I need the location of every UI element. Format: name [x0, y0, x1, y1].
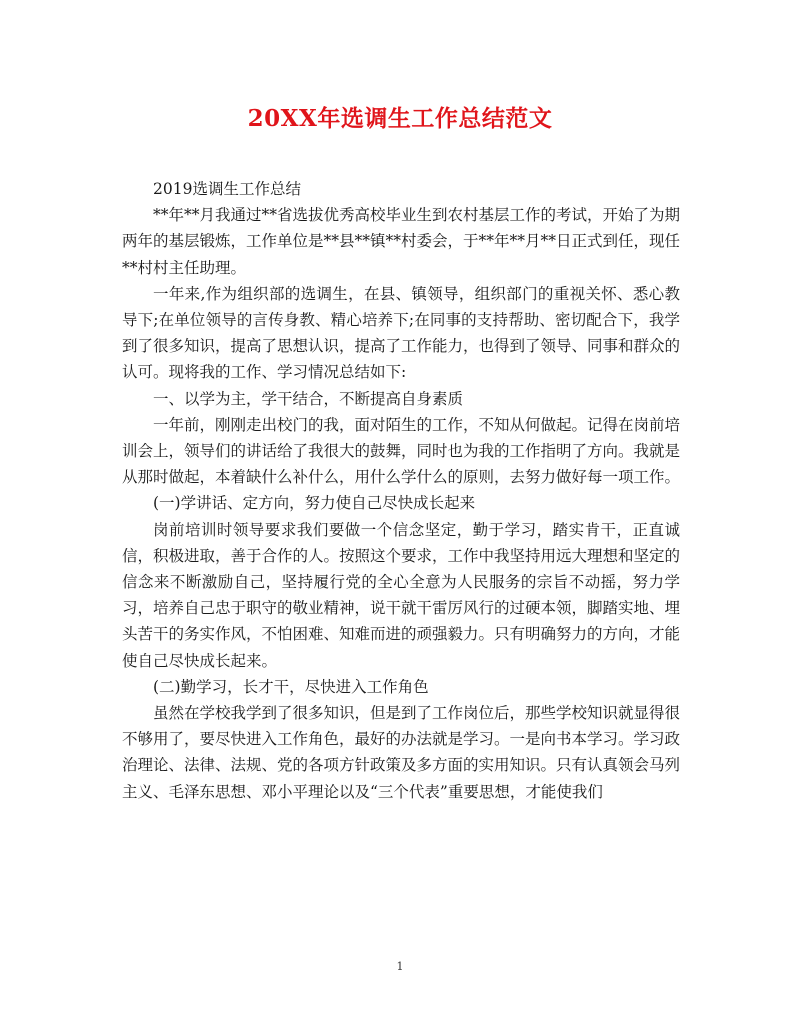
paragraph-subsection-1: 岗前培训时领导要求我们要做一个信念坚定，勤于学习，踏实肯干，正直诚信，积极进取，善于合作的人。按照这个要求，工作中我坚持用远大理想和坚定的信念来不断激励自己，坚持履行党的全心全意为人民服务的宗旨不动摇，努力学习，培养自己忠于职守的敬业精神，说干就干雷厉风行的过硬本领，脚踏实地、埋头苦干的务实作风，不怕困难、知难而进的顽强毅力。只有明确努力的方向，才能使自己尽快成长起来。 [122, 520, 681, 670]
paragraph-intro: **年**月我通过**省选拔优秀高校毕业生到农村基层工作的考试，开始了为期两年的基层锻炼，工作单位是**县**镇**村委会，于**年**月**日正式到任，现任**村村主任助理。 [122, 206, 681, 277]
paragraph-overview: 一年来,作为组织部的选调生，在县、镇领导，组织部门的重视关怀、悉心教导下;在单位领导的言传身教、精心培养下;在同事的支持帮助、密切配合下，我学到了很多知识，提高了思想认识，提高了工作能力，也得到了领导、同事和群众的认可。现将我的工作、学习情况总结如下: [122, 284, 681, 382]
page-number: 1 [396, 960, 404, 973]
paragraph-section-1: 一年前，刚刚走出校门的我，面对陌生的工作，不知从何做起。记得在岗前培训会上，领导们的讲话给了我很大的鼓舞，同时也为我的工作指明了方向。我就是从那时做起，本着缺什么补什么，用什么学什么的原则，去努力做好每一项工作。 [122, 415, 681, 487]
document-body [122, 176, 680, 805]
document-title: 20XX年选调生工作总结范文 [247, 105, 553, 132]
paragraph-heading-summary: 2019选调生工作总结 [153, 180, 301, 198]
section-heading-1: 一、以学为主，学干结合，不断提高自身素质 [153, 389, 464, 408]
subsection-heading-2: (二)勤学习，长才干，尽快进入工作角色 [153, 677, 429, 696]
paragraph-subsection-2: 虽然在学校我学到了很多知识，但是到了工作岗位后，那些学校知识就显得很不够用了，要尽快进入工作角色，最好的办法就是学习。一是向书本学习。学习政治理论、法律、法规、党的各项方针政策及多方面的实用知识。只有认真领会马列主义、毛泽东思想、邓小平理论以及“三个代表”重要思想，才能使我们 [122, 704, 681, 801]
subsection-heading-1: (一)学讲话、定方向，努力使自己尽快成长起来 [153, 494, 476, 513]
